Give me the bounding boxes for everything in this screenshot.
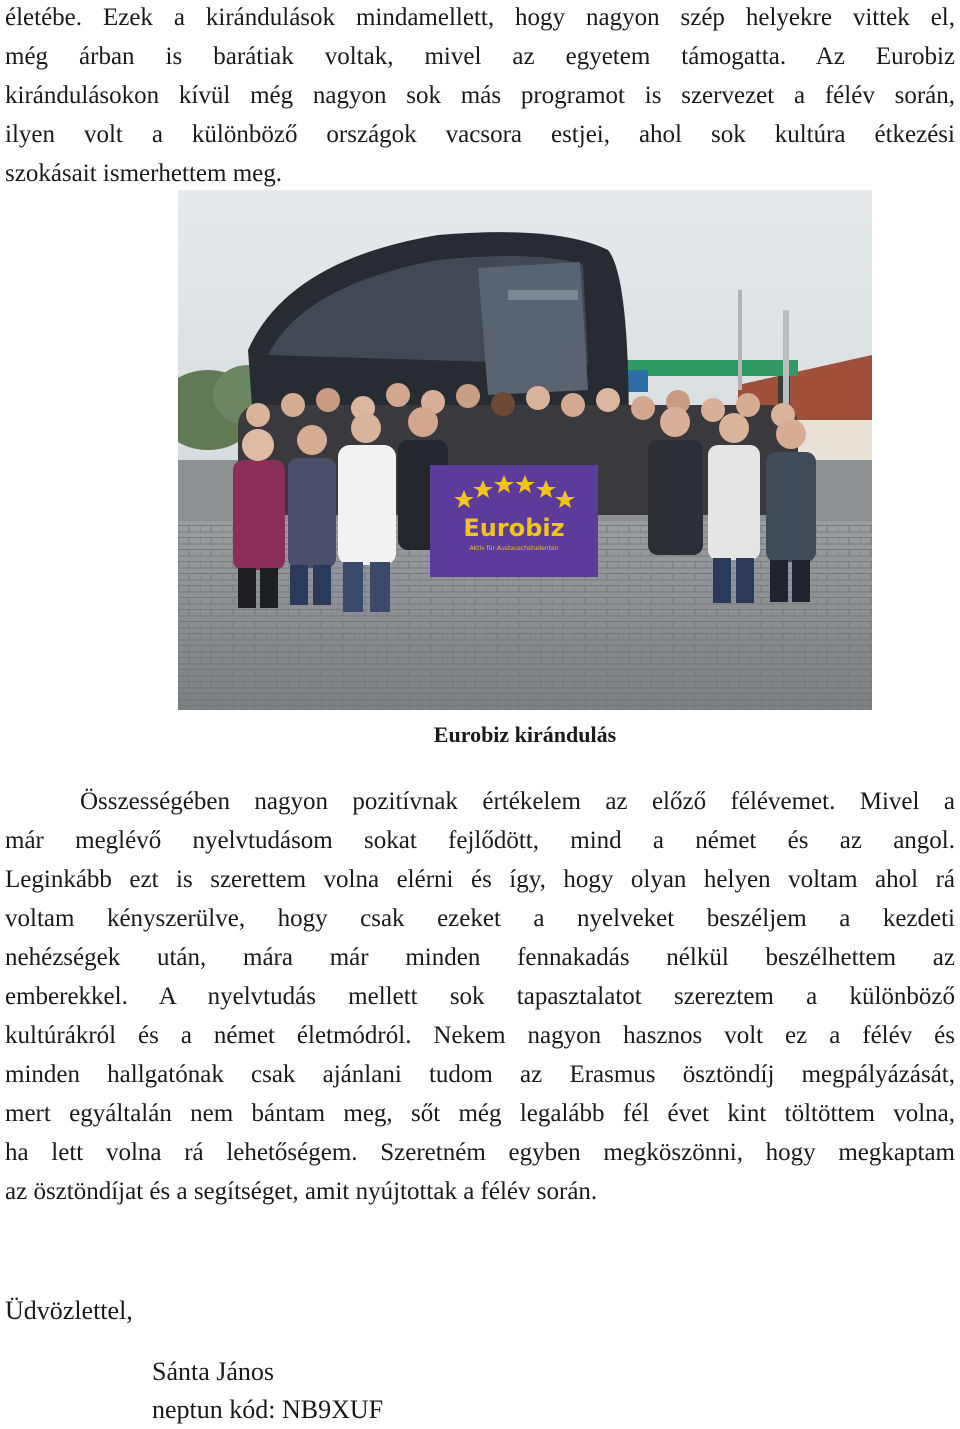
paragraph-line: minden hallgatónak csak ajánlani tudom az Erasmus ösztöndíj megpályázását, — [5, 1061, 955, 1088]
paragraph-line: mert egyáltalán nem bántam meg, sőt még legalább fél évet kint töltöttem volna, — [5, 1100, 955, 1127]
closing-greeting: Üdvözlettel, — [5, 1296, 133, 1325]
paragraph-line: emberekkel. A nyelvtudás mellett sok tapasztalatot szereztem a különböző — [5, 983, 955, 1010]
banner-text: Eurobiz — [463, 514, 565, 542]
paragraph-line: kultúrákról és a német életmódról. Nekem nagyon hasznos volt ez a félév és — [5, 1022, 955, 1049]
paragraph-line: Összességében nagyon pozitívnak értékelem az előző félévemet. Mivel a — [80, 788, 955, 815]
paragraph-line: még árban is barátiak voltak, mivel az egyetem támogatta. Az Eurobiz — [5, 43, 955, 70]
paragraph-line: életébe. Ezek a kirándulások mindamellett, hogy nagyon szép helyekre vittek el, — [5, 4, 955, 31]
eurobiz-banner — [430, 465, 598, 577]
banner-subtext: Aktiv für Austauschstudenten — [469, 545, 559, 552]
paragraph-line: szokásait ismerhettem meg. — [5, 160, 283, 187]
paragraph-line: már meglévő nyelvtudásom sokat fejlődött, mind a német és az angol. — [5, 827, 955, 854]
paragraph-intro — [5, 0, 955, 193]
paragraph-line: az ösztöndíjat és a segítséget, amit nyújtottak a félév során. — [5, 1178, 598, 1205]
paragraph-line: voltam kényszerülve, hogy csak ezeket a nyelveket beszéljem a kezdeti — [5, 905, 955, 932]
signature-name: Sánta János — [152, 1357, 275, 1386]
paragraph-line: Leginkább ezt is szerettem volna elérni és így, hogy olyan helyen voltam ahol rá — [5, 866, 955, 893]
paragraph-line: ha lett volna rá lehetőségem. Szeretném egyben megköszönni, hogy megkaptam — [5, 1139, 955, 1166]
photo-caption: Eurobiz kirándulás — [433, 722, 617, 747]
paragraph-line: kirándulásokon kívül még nagyon sok más programot is szervezet a félév során, — [5, 82, 955, 109]
paragraph-summary — [5, 782, 955, 1211]
signature-neptun-code: neptun kód: NB9XUF — [152, 1395, 384, 1424]
group-photo — [178, 190, 872, 710]
paragraph-line: ilyen volt a különböző országok vacsora estjei, ahol sok kultúra étkezési — [5, 121, 955, 148]
paragraph-line: nehézségek után, mára már minden fennakadás nélkül beszélhettem az — [5, 944, 955, 971]
